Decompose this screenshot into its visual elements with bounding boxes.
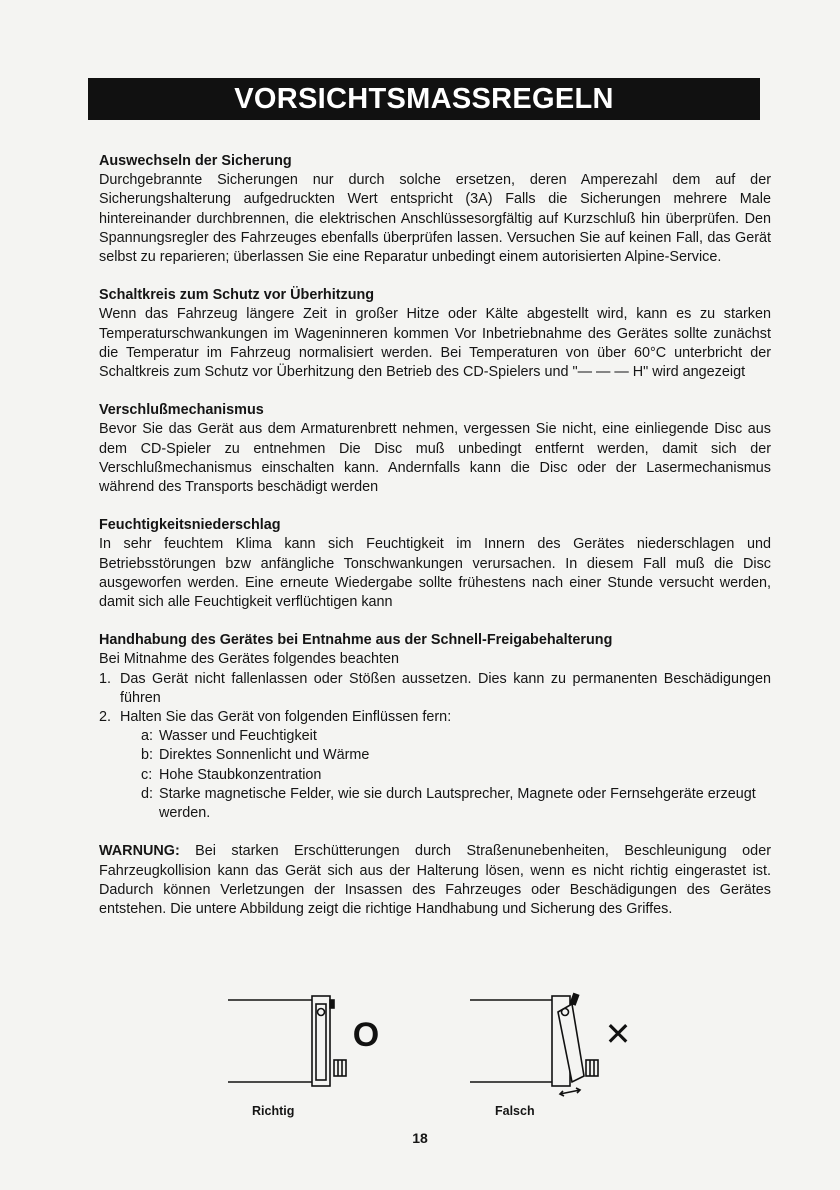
sub-list-text: Starke magnetische Felder, wie sie durch Lautsprecher, Magnete oder Fernsehgeräte erzeugt werden. — [159, 785, 756, 822]
main-content — [99, 152, 771, 938]
sub-list-letter: d: — [141, 785, 154, 802]
list-number: 2. — [99, 709, 112, 726]
correct-mark: O — [352, 1015, 380, 1054]
sub-list-item — [141, 766, 771, 785]
section-heading: Handhabung des Gerätes bei Entnahme aus der Schnell-Freigabehalterung — [99, 632, 613, 649]
handling-list — [99, 670, 771, 824]
warning-label: WARNUNG: — [99, 843, 180, 860]
list-text: Das Gerät nicht fallenlassen oder Stößen aussetzen. Dies kann zu permanenten Beschädigungen führen — [120, 670, 771, 706]
page-title: VORSICHTSMASSREGELN — [234, 82, 614, 115]
section-warning — [99, 842, 771, 919]
sub-list-letter: b: — [141, 747, 154, 764]
wrong-mark: ✕ — [604, 1015, 632, 1053]
correct-caption: Richtig — [252, 1104, 295, 1118]
section-heading: Verschlußmechanismus — [99, 402, 264, 419]
section-condensation — [99, 516, 771, 612]
section-overheat — [99, 286, 771, 382]
section-handling — [99, 631, 771, 823]
sub-list-item — [141, 727, 771, 746]
sub-list-letter: c: — [141, 766, 153, 783]
list-text: Halten Sie das Gerät von folgenden Einflüssen fern: — [120, 709, 452, 726]
handling-intro: Bei Mitnahme des Gerätes folgendes beachten — [99, 651, 399, 668]
wrong-handle-figure — [470, 994, 598, 1096]
handling-figures — [0, 990, 840, 1140]
correct-handle-figure — [228, 996, 346, 1086]
list-number: 1. — [99, 670, 112, 687]
figures-svg — [0, 990, 840, 1140]
sub-list — [120, 727, 771, 823]
warning-text: Bei starken Erschütterungen durch Straßenunebenheiten, Beschleunigung oder Fahrzeugkollision kann das Gerät sich aus der Halterung lösen, wenn es nicht richtig eingerastet ist. Dadurch können Verletzungen der Insassen des Fahrzeuges oder Beschädigungen des Gerätes entstehen. Die untere Abbildung zeigt die richtige Handhabung und Sicherung des Griffes. — [99, 843, 771, 917]
section-text: In sehr feuchtem Klima kann sich Feuchtigkeit im Innern des Gerätes niederschlagen und Betriebsstörungen bzw anfängliche Tonschwankungen verursachen. In diesem Fall muß die Disc ausgeworfen werden. Eine erneute Wiedergabe sollte frühestens nach einer Stunde versucht werden, damit sich alle Feuchtigkeit verflüchtigen kann — [99, 536, 771, 611]
section-text: Bevor Sie das Gerät aus dem Armaturenbrett nehmen, vergessen Sie nicht, eine einliegende Disc aus dem CD-Spieler zu entnehmen Die Disc muß unbedingt entfernt werden, damit sich der Verschlußmechanismus einschalten kann. Andernfalls kann die Disc oder der Lasermechanismus während des Transports beschädigt werden — [99, 421, 771, 496]
wrong-caption: Falsch — [495, 1104, 535, 1118]
section-text: Wenn das Fahrzeug längere Zeit in großer Hitze oder Kälte abgestellt wird, kann es zu starken Temperaturschwankungen im Wageninneren kommen Vor Inbetriebnahme des Gerätes sollte zunächst die Temperatur im Fahrzeug normalisiert werden. Bei Temperaturen von über 60°C unterbricht der Schaltkreis zum Schutz vor Überhitzung den Betrieb des CD-Spielers und "— — — H" wird angezeigt — [99, 306, 771, 381]
sub-list-letter: a: — [141, 728, 154, 745]
sub-list-text: Hohe Staubkonzentration — [159, 766, 322, 783]
list-item — [99, 708, 771, 823]
section-heading: Feuchtigkeitsniederschlag — [99, 517, 281, 534]
page-number: 18 — [412, 1130, 428, 1146]
sub-list-item — [141, 746, 771, 765]
page-title-banner — [88, 78, 760, 120]
section-text: Durchgebrannte Sicherungen nur durch solche ersetzen, deren Amperezahl dem auf der Sicherungshalterung aufgedruckten Wert entspricht (3A) Falls die Sicherungen mehrere Male hintereinander durchbrennen, die elektrischen Anschlüssesorgfältig auf Kurzschluß hin überprüfen. Den Spannungsregler des Fahrzeuges ebenfalls überprüfen lassen. Versuchen Sie auf keinen Fall, das Gerät selbst zu reparieren; überlassen Sie eine Reparatur unbedingt einem autorisierten Alpine-Service. — [99, 172, 771, 266]
sub-list-item — [141, 785, 771, 823]
sub-list-text: Wasser und Feuchtigkeit — [159, 728, 317, 745]
sub-list-text: Direktes Sonnenlicht und Wärme — [159, 747, 370, 764]
section-heading: Schaltkreis zum Schutz vor Überhitzung — [99, 287, 375, 304]
section-lock — [99, 401, 771, 497]
list-item — [99, 670, 771, 708]
section-fuse — [99, 152, 771, 267]
section-heading: Auswechseln der Sicherung — [99, 153, 292, 169]
